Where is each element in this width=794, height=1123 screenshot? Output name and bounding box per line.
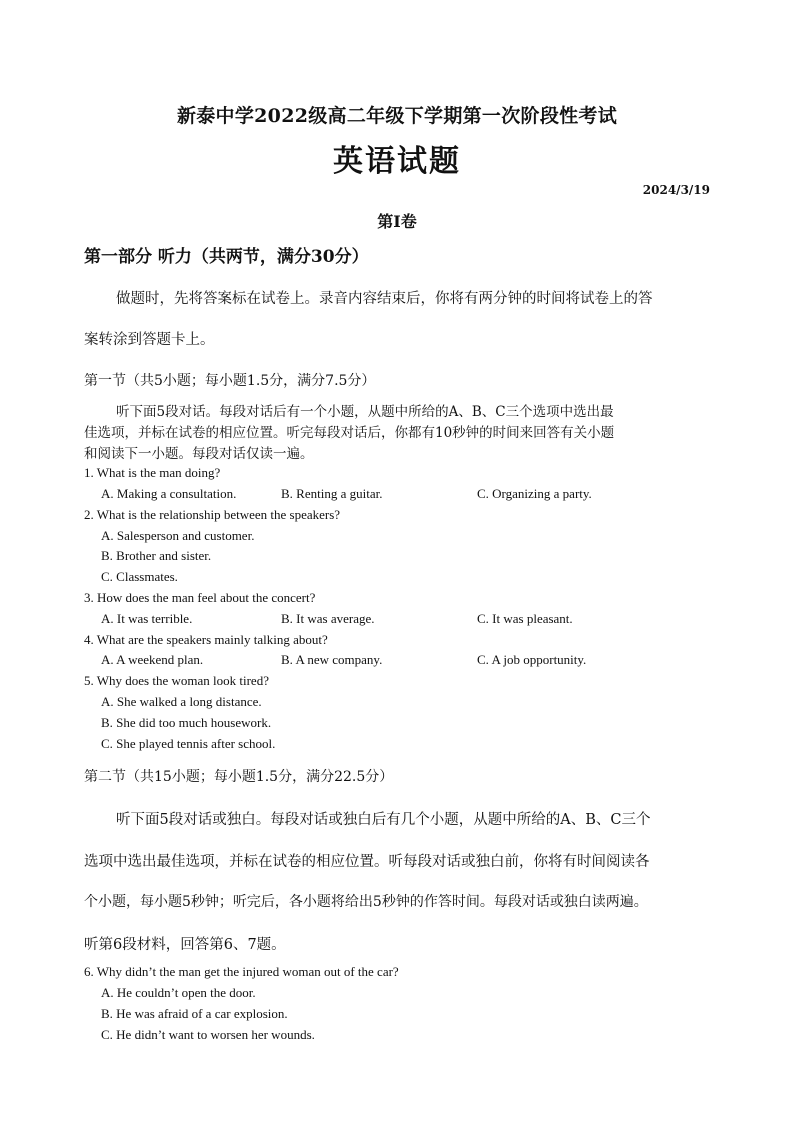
subject-title: 英语试题 xyxy=(333,144,461,179)
option-b: B. Renting a guitar. xyxy=(281,486,383,501)
part1-heading: 第一部分 听力（共两节，满分30分） xyxy=(84,247,369,267)
material-label: 听第6段材料，回答第6、7题。 xyxy=(84,937,286,953)
section1-instr-line3: 和阅读下一小题。每段对话仅读一遍。 xyxy=(84,446,314,462)
question-stem: 2. What is the relationship between the speakers? xyxy=(84,507,341,522)
option-b: B. A new company. xyxy=(281,652,383,667)
part1-intro-line1: 做题时，先将答案标在试卷上。录音内容结束后，你将有两分钟的时间将试卷上的答 xyxy=(116,291,653,307)
option-a: A. He couldn’t open the door. xyxy=(101,985,256,1000)
option-a: A. Salesperson and customer. xyxy=(101,528,255,543)
question-stem: 1. What is the man doing? xyxy=(84,465,221,480)
question-stem: 6. Why didn’t the man get the injured woman out of the car? xyxy=(84,964,399,979)
exam-title: 新泰中学2022级高二年级下学期第一次阶段性考试 xyxy=(176,105,618,127)
option-b: B. It was average. xyxy=(281,611,375,626)
section2-instr-line1: 听下面5段对话或独白。每段对话或独白后有几个小题，从题中所给的A、B、C三个 xyxy=(116,812,651,828)
volume-label: 第I卷 xyxy=(377,212,417,231)
option-a: A. A weekend plan. xyxy=(101,652,204,667)
section1-instr-line1: 听下面5段对话。每段对话后有一个小题，从题中所给的A、B、C三个选项中选出最 xyxy=(116,404,614,420)
section1-heading: 第一节（共5小题；每小题1.5分，满分7.5分） xyxy=(84,373,376,389)
option-c: C. It was pleasant. xyxy=(477,611,573,626)
option-c: C. A job opportunity. xyxy=(477,652,587,667)
part1-intro-line2: 案转涂到答题卡上。 xyxy=(84,332,215,348)
question-stem: 3. How does the man feel about the concert? xyxy=(84,590,316,605)
option-c: C. He didn’t want to worsen her wounds. xyxy=(101,1027,315,1042)
section2-instr-line3: 个小题，每小题5秒钟；听完后，各小题将给出5秒钟的作答时间。每段对话或独白读两遍。 xyxy=(84,894,648,910)
question-stem: 4. What are the speakers mainly talking about? xyxy=(84,632,328,647)
question-stem: 5. Why does the woman look tired? xyxy=(84,673,269,688)
section2-heading: 第二节（共15小题；每小题1.5分，满分22.5分） xyxy=(84,769,394,785)
option-a: A. It was terrible. xyxy=(101,611,193,626)
option-a: A. She walked a long distance. xyxy=(101,694,262,709)
section2-instr-line2: 选项中选出最佳选项，并标在试卷的相应位置。听每段对话或独白前，你将有时间阅读各 xyxy=(84,854,650,870)
option-b: B. He was afraid of a car explosion. xyxy=(101,1006,288,1021)
option-c: C. Organizing a party. xyxy=(477,486,592,501)
option-b: B. Brother and sister. xyxy=(101,548,212,563)
option-c: C. Classmates. xyxy=(101,569,178,584)
option-b: B. She did too much housework. xyxy=(101,715,272,730)
section1-instr-line2: 佳选项，并标在试卷的相应位置。听完每段对话后，你都有10秒钟的时间来回答有关小题 xyxy=(84,425,615,441)
option-c: C. She played tennis after school. xyxy=(101,736,276,751)
exam-date: 2024/3/19 xyxy=(642,183,710,197)
option-a: A. Making a consultation. xyxy=(101,486,237,501)
